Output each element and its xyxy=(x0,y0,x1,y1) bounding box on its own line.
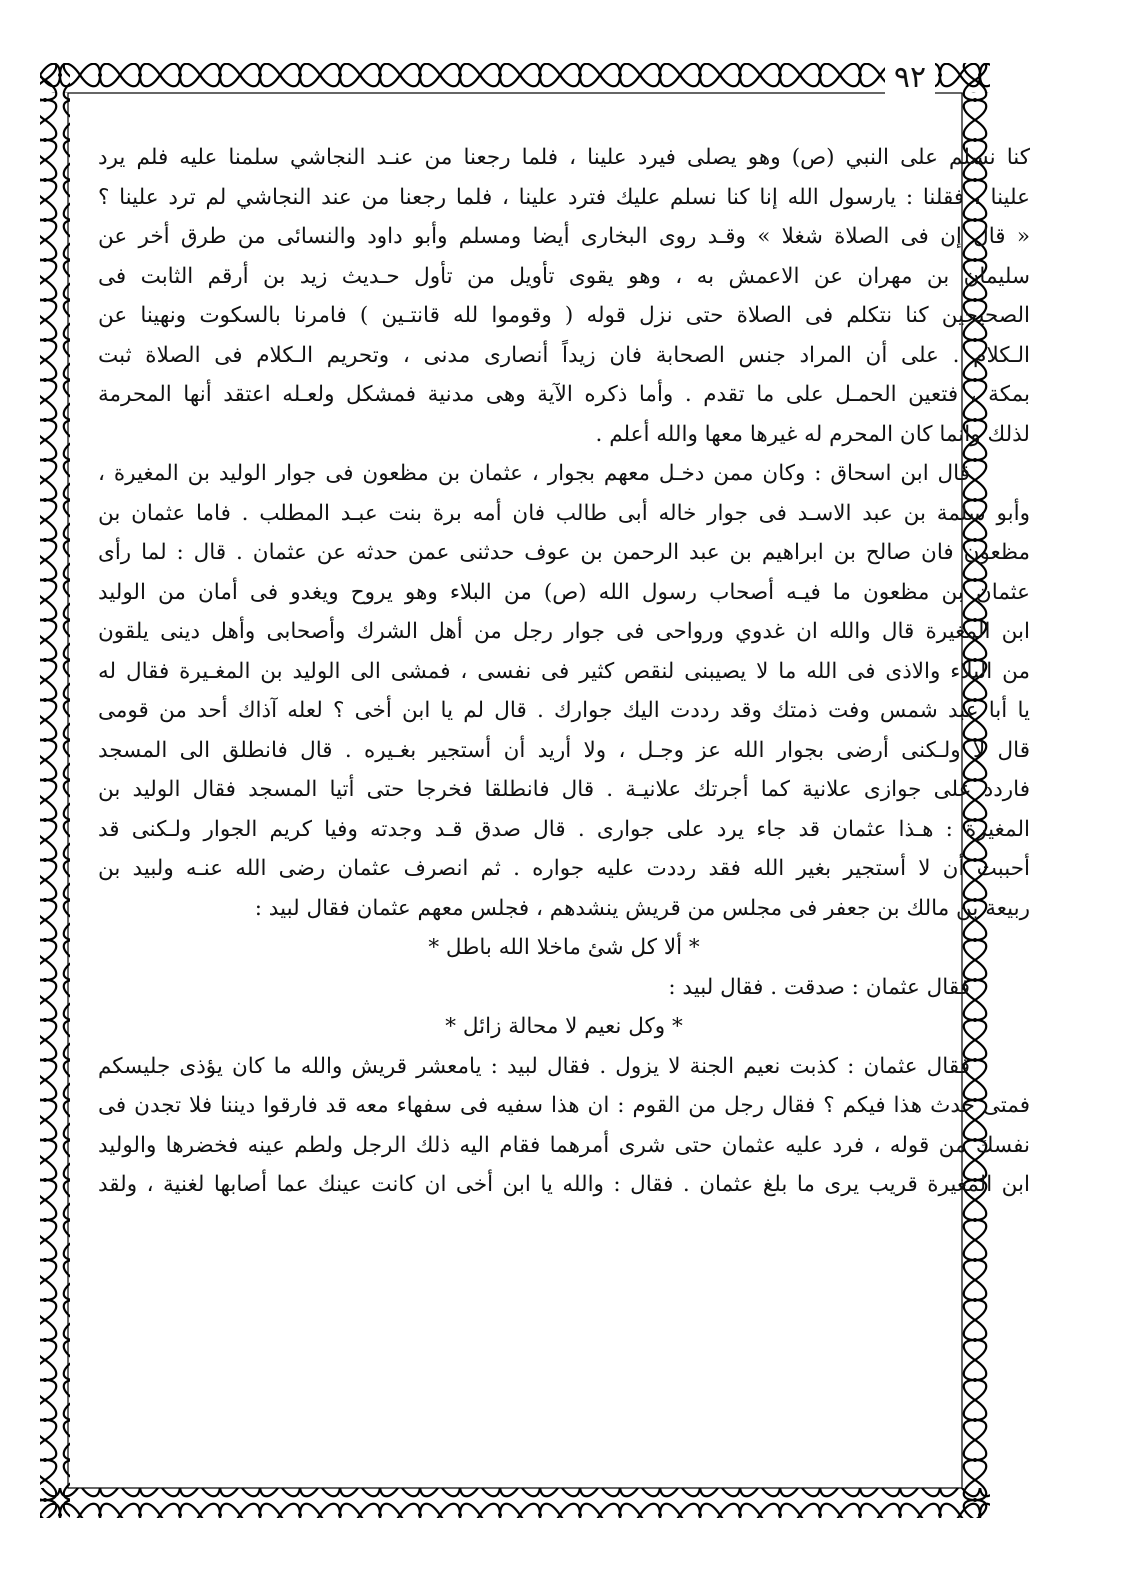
text-line: فقال عثمان : كذبت نعيم الجنة لا يزول . فقال لبيد : يامعشر قريش والله ما كان يؤذى جليسكم xyxy=(98,1053,970,1079)
text-line: ربيعة بن مالك بن جعفر فى مجلس من قريش ينشدهم ، فجلس معهم عثمان فقال لبيد : xyxy=(254,895,1030,921)
text-line: قال لا ولـكنى أرضى بجوار الله عز وجـل ، ولا أريد أن أستجير بغـيره . قال فانطلق الى المسجد xyxy=(98,737,1030,763)
text-line: مظعون فان صالح بن ابراهيم بن عبد الرحمن بن عوف حدثنى عمن حدثه عن عثمان . قال : لما رأى xyxy=(98,540,1030,565)
text-line: المغيرة : هـذا عثمان قد جاء يرد على جوارى . قال صدق قـد وجدته وفيا كريم الجوار ولـكنى قد xyxy=(98,816,1030,842)
text-line: علينا ، فقلنا : يارسول الله إنا كنا نسلم عليك فترد علينا ، فلما رجعنا من عند النجاشي لم ترد علينا ؟ xyxy=(98,184,1030,210)
text-line: لذلك وانما كان المحرم له غيرها معها والله أعلم . xyxy=(595,421,1030,447)
text-line: ابن المغيرة قال والله ان غدوي ورواحى فى جوار رجل من أهل الشرك وأصحابى وأهل دينى يلقون xyxy=(98,619,1030,644)
text-line: الصحيحين كنا نتكلم فى الصلاة حتى نزل قوله ( وقوموا لله قانتـين ) فامرنا بالسكوت ونهينا عن xyxy=(98,303,1030,328)
text-line: يا أبا عبد شمس وفت ذمتك وقد رددت اليك جوارك . قال لم يا ابن أخى ؟ لعله آذاك أحد من قومى xyxy=(98,698,1030,723)
page-number: ٩٢ xyxy=(885,58,935,98)
text-line: الـكلام . على أن المراد جنس الصحابة فان زيداً أنصارى مدنى ، وتحريم الـكلام فى الصلاة ثبت xyxy=(98,342,1030,368)
text-line: كنا نسلم على النبي (ص) وهو يصلى فيرد علينا ، فلما رجعنا من عنـد النجاشي سلمنا عليه فلم يرد xyxy=(98,145,1030,170)
text-line: نفسك من قوله ، فرد عليه عثمان حتى شرى أمرهما فقام اليه ذلك الرجل ولطم عينه فخضرها والوليد xyxy=(98,1132,1030,1158)
text-line: قال ابن اسحاق : وكان ممن دخـل معهم بجوار ، عثمان بن مظعون فى جوار الوليد بن المغيرة ، xyxy=(98,461,970,486)
text-line: بمكة ، فتعين الحمـل على ما تقدم . وأما ذكره الآية وهى مدنية فمشكل ولعـله اعتقد أنها المحرمة xyxy=(98,382,1030,407)
text-line: أحببت أن لا أستجير بغير الله فقد رددت عليه جواره . ثم انصرف عثمان رضى الله عنـه ولبيد بن xyxy=(98,856,1030,881)
poem-verse: * وكل نعيم لا محالة زائل * xyxy=(445,1014,683,1039)
text-line: وأبو سلمة بن عبد الاسـد فى جوار خاله أبى طالب فان أمه برة بنت عبـد المطلب . فاما عثمان بن xyxy=(98,500,1030,526)
text-line: من البلاء والاذى فى الله ما لا يصيبنى لنقص كثير فى نفسى ، فمشى الى الوليد بن المغـيرة فقال له xyxy=(98,658,1030,684)
text-line: « قال إن فى الصلاة شغلا » وقـد روى البخارى أيضا ومسلم وأبو داود والنسائى من طرق أخر عن xyxy=(98,224,1030,249)
page-text xyxy=(98,138,1030,1205)
text-line: فقال عثمان : صدقت . فقال لبيد : xyxy=(668,974,970,1000)
text-line: فمتى حدث هذا فيكم ؟ فقال رجل من القوم : ان هذا سفيه فى سفهاء معه قد فارقوا ديننا فلا تجدن فى xyxy=(98,1093,1030,1118)
poem-verse: * ألا كل شئ ماخلا الله باطل * xyxy=(428,935,700,960)
text-line: سليمان بن مهران عن الاعمش به ، وهو يقوى تأويل من تأول حـديث زيد بن أرقم الثابت فى xyxy=(98,263,1030,289)
text-line: فاردد على جوازى علانية كما أجرتك علانيـة . قال فانطلقا فخرجا حتى أتيا المسجد فقال الوليد بن xyxy=(98,777,1030,802)
text-line: ابن المغيرة قريب يرى ما بلغ عثمان . فقال : والله يا ابن أخى ان كانت عينك عما أصابها لغنية ، ولقد xyxy=(98,1172,1030,1197)
text-line: عثمان بن مظعون ما فيـه أصحاب رسول الله (ص) من البلاء وهو يروح ويغدو فى أمان من الوليد xyxy=(98,579,1030,605)
